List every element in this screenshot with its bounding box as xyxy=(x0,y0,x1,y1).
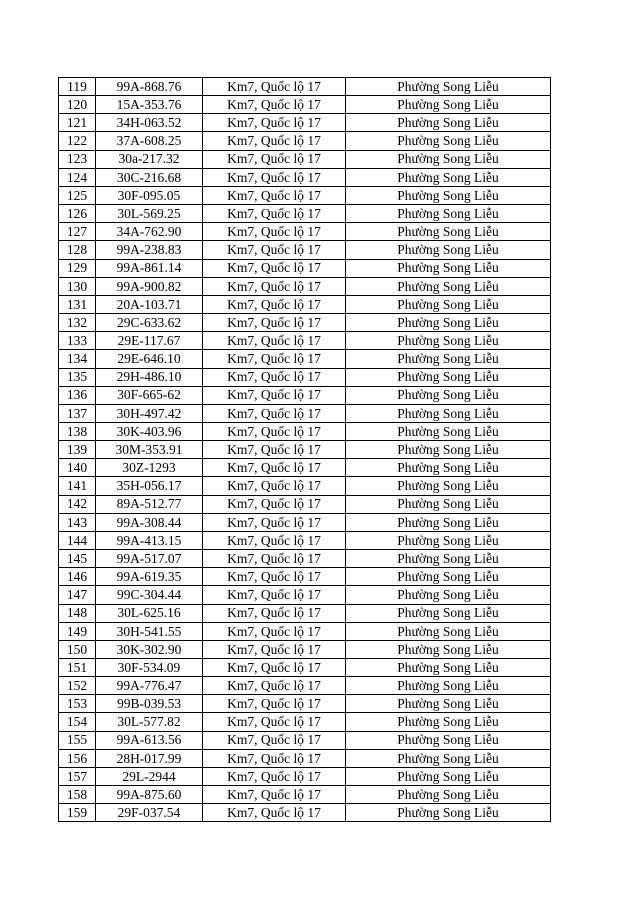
row-number-cell: 129 xyxy=(59,259,96,277)
row-number-cell: 146 xyxy=(59,568,96,586)
row-number-cell: 123 xyxy=(59,150,96,168)
plate-cell: 30C-216.68 xyxy=(96,168,203,186)
plate-cell: 99B-039.53 xyxy=(96,695,203,713)
plate-cell: 30Z-1293 xyxy=(96,459,203,477)
ward-cell: Phường Song Liễu xyxy=(346,404,551,422)
location-cell: Km7, Quốc lộ 17 xyxy=(203,459,346,477)
ward-cell: Phường Song Liễu xyxy=(346,731,551,749)
location-cell: Km7, Quốc lộ 17 xyxy=(203,550,346,568)
table-row xyxy=(59,114,551,132)
plate-cell: 29F-037.54 xyxy=(96,804,203,822)
table-row xyxy=(59,477,551,495)
plate-cell: 30K-403.96 xyxy=(96,422,203,440)
ward-cell: Phường Song Liễu xyxy=(346,495,551,513)
table-row xyxy=(59,767,551,785)
row-number-cell: 153 xyxy=(59,695,96,713)
row-number-cell: 135 xyxy=(59,368,96,386)
plate-cell: 99A-238.83 xyxy=(96,241,203,259)
location-cell: Km7, Quốc lộ 17 xyxy=(203,713,346,731)
ward-cell: Phường Song Liễu xyxy=(346,150,551,168)
row-number-cell: 136 xyxy=(59,386,96,404)
row-number-cell: 134 xyxy=(59,350,96,368)
row-number-cell: 150 xyxy=(59,640,96,658)
ward-cell: Phường Song Liễu xyxy=(346,640,551,658)
location-cell: Km7, Quốc lộ 17 xyxy=(203,441,346,459)
ward-cell: Phường Song Liễu xyxy=(346,114,551,132)
table-row xyxy=(59,168,551,186)
ward-cell: Phường Song Liễu xyxy=(346,622,551,640)
row-number-cell: 132 xyxy=(59,314,96,332)
ward-cell: Phường Song Liễu xyxy=(346,132,551,150)
location-cell: Km7, Quốc lộ 17 xyxy=(203,78,346,96)
plate-cell: 35H-056.17 xyxy=(96,477,203,495)
row-number-cell: 142 xyxy=(59,495,96,513)
location-cell: Km7, Quốc lộ 17 xyxy=(203,205,346,223)
row-number-cell: 155 xyxy=(59,731,96,749)
ward-cell: Phường Song Liễu xyxy=(346,277,551,295)
ward-cell: Phường Song Liễu xyxy=(346,713,551,731)
plate-cell: 29L-2944 xyxy=(96,767,203,785)
ward-cell: Phường Song Liễu xyxy=(346,586,551,604)
location-cell: Km7, Quốc lộ 17 xyxy=(203,168,346,186)
plate-cell: 89A-512.77 xyxy=(96,495,203,513)
ward-cell: Phường Song Liễu xyxy=(346,186,551,204)
location-cell: Km7, Quốc lộ 17 xyxy=(203,749,346,767)
row-number-cell: 120 xyxy=(59,96,96,114)
plate-cell: 30M-353.91 xyxy=(96,441,203,459)
plate-cell: 29C-633.62 xyxy=(96,314,203,332)
table-row xyxy=(59,404,551,422)
table-row xyxy=(59,132,551,150)
ward-cell: Phường Song Liễu xyxy=(346,386,551,404)
location-cell: Km7, Quốc lộ 17 xyxy=(203,622,346,640)
table-row xyxy=(59,568,551,586)
location-cell: Km7, Quốc lộ 17 xyxy=(203,586,346,604)
plate-cell: 99A-868.76 xyxy=(96,78,203,96)
row-number-cell: 148 xyxy=(59,604,96,622)
ward-cell: Phường Song Liễu xyxy=(346,168,551,186)
table-row xyxy=(59,332,551,350)
plate-cell: 29H-486.10 xyxy=(96,368,203,386)
location-cell: Km7, Quốc lộ 17 xyxy=(203,786,346,804)
table-row xyxy=(59,713,551,731)
ward-cell: Phường Song Liễu xyxy=(346,368,551,386)
ward-cell: Phường Song Liễu xyxy=(346,695,551,713)
location-cell: Km7, Quốc lộ 17 xyxy=(203,241,346,259)
location-cell: Km7, Quốc lộ 17 xyxy=(203,96,346,114)
table-row xyxy=(59,513,551,531)
ward-cell: Phường Song Liễu xyxy=(346,96,551,114)
ward-cell: Phường Song Liễu xyxy=(346,677,551,695)
row-number-cell: 143 xyxy=(59,513,96,531)
plate-cell: 99A-413.15 xyxy=(96,531,203,549)
plate-cell: 99A-861.14 xyxy=(96,259,203,277)
row-number-cell: 139 xyxy=(59,441,96,459)
plate-cell: 30F-095.05 xyxy=(96,186,203,204)
plate-cell: 34A-762.90 xyxy=(96,223,203,241)
location-cell: Km7, Quốc lộ 17 xyxy=(203,495,346,513)
location-cell: Km7, Quốc lộ 17 xyxy=(203,677,346,695)
vehicle-table xyxy=(58,77,551,822)
location-cell: Km7, Quốc lộ 17 xyxy=(203,314,346,332)
location-cell: Km7, Quốc lộ 17 xyxy=(203,767,346,785)
table-row xyxy=(59,295,551,313)
plate-cell: 99A-875.60 xyxy=(96,786,203,804)
ward-cell: Phường Song Liễu xyxy=(346,241,551,259)
table-row xyxy=(59,368,551,386)
location-cell: Km7, Quốc lộ 17 xyxy=(203,804,346,822)
row-number-cell: 122 xyxy=(59,132,96,150)
table-row xyxy=(59,441,551,459)
plate-cell: 30L-569.25 xyxy=(96,205,203,223)
row-number-cell: 141 xyxy=(59,477,96,495)
ward-cell: Phường Song Liễu xyxy=(346,350,551,368)
table-row xyxy=(59,223,551,241)
ward-cell: Phường Song Liễu xyxy=(346,223,551,241)
location-cell: Km7, Quốc lộ 17 xyxy=(203,368,346,386)
ward-cell: Phường Song Liễu xyxy=(346,786,551,804)
ward-cell: Phường Song Liễu xyxy=(346,78,551,96)
plate-cell: 99A-613.56 xyxy=(96,731,203,749)
plate-cell: 30H-541.55 xyxy=(96,622,203,640)
table-row xyxy=(59,259,551,277)
ward-cell: Phường Song Liễu xyxy=(346,459,551,477)
row-number-cell: 121 xyxy=(59,114,96,132)
row-number-cell: 145 xyxy=(59,550,96,568)
plate-cell: 30a-217.32 xyxy=(96,150,203,168)
table-row xyxy=(59,386,551,404)
row-number-cell: 156 xyxy=(59,749,96,767)
table-row xyxy=(59,804,551,822)
plate-cell: 34H-063.52 xyxy=(96,114,203,132)
row-number-cell: 137 xyxy=(59,404,96,422)
row-number-cell: 119 xyxy=(59,78,96,96)
plate-cell: 15A-353.76 xyxy=(96,96,203,114)
plate-cell: 30F-665-62 xyxy=(96,386,203,404)
table-row xyxy=(59,695,551,713)
ward-cell: Phường Song Liễu xyxy=(346,804,551,822)
row-number-cell: 144 xyxy=(59,531,96,549)
row-number-cell: 130 xyxy=(59,277,96,295)
plate-cell: 99C-304.44 xyxy=(96,586,203,604)
location-cell: Km7, Quốc lộ 17 xyxy=(203,404,346,422)
table-row xyxy=(59,96,551,114)
location-cell: Km7, Quốc lộ 17 xyxy=(203,386,346,404)
location-cell: Km7, Quốc lộ 17 xyxy=(203,731,346,749)
row-number-cell: 149 xyxy=(59,622,96,640)
ward-cell: Phường Song Liễu xyxy=(346,314,551,332)
location-cell: Km7, Quốc lộ 17 xyxy=(203,604,346,622)
table-row xyxy=(59,350,551,368)
table-row xyxy=(59,586,551,604)
ward-cell: Phường Song Liễu xyxy=(346,749,551,767)
location-cell: Km7, Quốc lộ 17 xyxy=(203,186,346,204)
location-cell: Km7, Quốc lộ 17 xyxy=(203,513,346,531)
ward-cell: Phường Song Liễu xyxy=(346,604,551,622)
table-row xyxy=(59,786,551,804)
row-number-cell: 151 xyxy=(59,659,96,677)
location-cell: Km7, Quốc lộ 17 xyxy=(203,422,346,440)
plate-cell: 28H-017.99 xyxy=(96,749,203,767)
plate-cell: 30L-625.16 xyxy=(96,604,203,622)
location-cell: Km7, Quốc lộ 17 xyxy=(203,277,346,295)
table-row xyxy=(59,749,551,767)
plate-cell: 30K-302.90 xyxy=(96,640,203,658)
table-row xyxy=(59,277,551,295)
location-cell: Km7, Quốc lộ 17 xyxy=(203,477,346,495)
plate-cell: 30L-577.82 xyxy=(96,713,203,731)
ward-cell: Phường Song Liễu xyxy=(346,422,551,440)
row-number-cell: 126 xyxy=(59,205,96,223)
location-cell: Km7, Quốc lộ 17 xyxy=(203,531,346,549)
row-number-cell: 140 xyxy=(59,459,96,477)
row-number-cell: 158 xyxy=(59,786,96,804)
ward-cell: Phường Song Liễu xyxy=(346,767,551,785)
plate-cell: 30F-534.09 xyxy=(96,659,203,677)
location-cell: Km7, Quốc lộ 17 xyxy=(203,640,346,658)
table-row xyxy=(59,731,551,749)
plate-cell: 29E-646.10 xyxy=(96,350,203,368)
plate-cell: 99A-308.44 xyxy=(96,513,203,531)
ward-cell: Phường Song Liễu xyxy=(346,513,551,531)
table-row xyxy=(59,422,551,440)
location-cell: Km7, Quốc lộ 17 xyxy=(203,350,346,368)
plate-cell: 99A-900.82 xyxy=(96,277,203,295)
row-number-cell: 124 xyxy=(59,168,96,186)
table-row xyxy=(59,495,551,513)
location-cell: Km7, Quốc lộ 17 xyxy=(203,114,346,132)
row-number-cell: 133 xyxy=(59,332,96,350)
location-cell: Km7, Quốc lộ 17 xyxy=(203,150,346,168)
table-row xyxy=(59,531,551,549)
table-row xyxy=(59,622,551,640)
location-cell: Km7, Quốc lộ 17 xyxy=(203,259,346,277)
location-cell: Km7, Quốc lộ 17 xyxy=(203,695,346,713)
vehicle-table-body xyxy=(59,78,551,822)
ward-cell: Phường Song Liễu xyxy=(346,531,551,549)
plate-cell: 20A-103.71 xyxy=(96,295,203,313)
table-row xyxy=(59,550,551,568)
location-cell: Km7, Quốc lộ 17 xyxy=(203,568,346,586)
row-number-cell: 127 xyxy=(59,223,96,241)
table-row xyxy=(59,459,551,477)
row-number-cell: 152 xyxy=(59,677,96,695)
table-row xyxy=(59,150,551,168)
table-row xyxy=(59,604,551,622)
table-row xyxy=(59,314,551,332)
table-row xyxy=(59,205,551,223)
ward-cell: Phường Song Liễu xyxy=(346,205,551,223)
table-row xyxy=(59,659,551,677)
ward-cell: Phường Song Liễu xyxy=(346,259,551,277)
plate-cell: 99A-619.35 xyxy=(96,568,203,586)
location-cell: Km7, Quốc lộ 17 xyxy=(203,295,346,313)
table-row xyxy=(59,186,551,204)
plate-cell: 30H-497.42 xyxy=(96,404,203,422)
plate-cell: 99A-776.47 xyxy=(96,677,203,695)
plate-cell: 29E-117.67 xyxy=(96,332,203,350)
row-number-cell: 131 xyxy=(59,295,96,313)
ward-cell: Phường Song Liễu xyxy=(346,659,551,677)
ward-cell: Phường Song Liễu xyxy=(346,550,551,568)
ward-cell: Phường Song Liễu xyxy=(346,568,551,586)
plate-cell: 37A-608.25 xyxy=(96,132,203,150)
ward-cell: Phường Song Liễu xyxy=(346,295,551,313)
table-row xyxy=(59,677,551,695)
table-row xyxy=(59,640,551,658)
location-cell: Km7, Quốc lộ 17 xyxy=(203,332,346,350)
row-number-cell: 128 xyxy=(59,241,96,259)
location-cell: Km7, Quốc lộ 17 xyxy=(203,659,346,677)
row-number-cell: 157 xyxy=(59,767,96,785)
row-number-cell: 125 xyxy=(59,186,96,204)
row-number-cell: 154 xyxy=(59,713,96,731)
ward-cell: Phường Song Liễu xyxy=(346,477,551,495)
location-cell: Km7, Quốc lộ 17 xyxy=(203,223,346,241)
row-number-cell: 138 xyxy=(59,422,96,440)
plate-cell: 99A-517.07 xyxy=(96,550,203,568)
table-row xyxy=(59,241,551,259)
location-cell: Km7, Quốc lộ 17 xyxy=(203,132,346,150)
ward-cell: Phường Song Liễu xyxy=(346,332,551,350)
row-number-cell: 147 xyxy=(59,586,96,604)
table-row xyxy=(59,78,551,96)
row-number-cell: 159 xyxy=(59,804,96,822)
ward-cell: Phường Song Liễu xyxy=(346,441,551,459)
